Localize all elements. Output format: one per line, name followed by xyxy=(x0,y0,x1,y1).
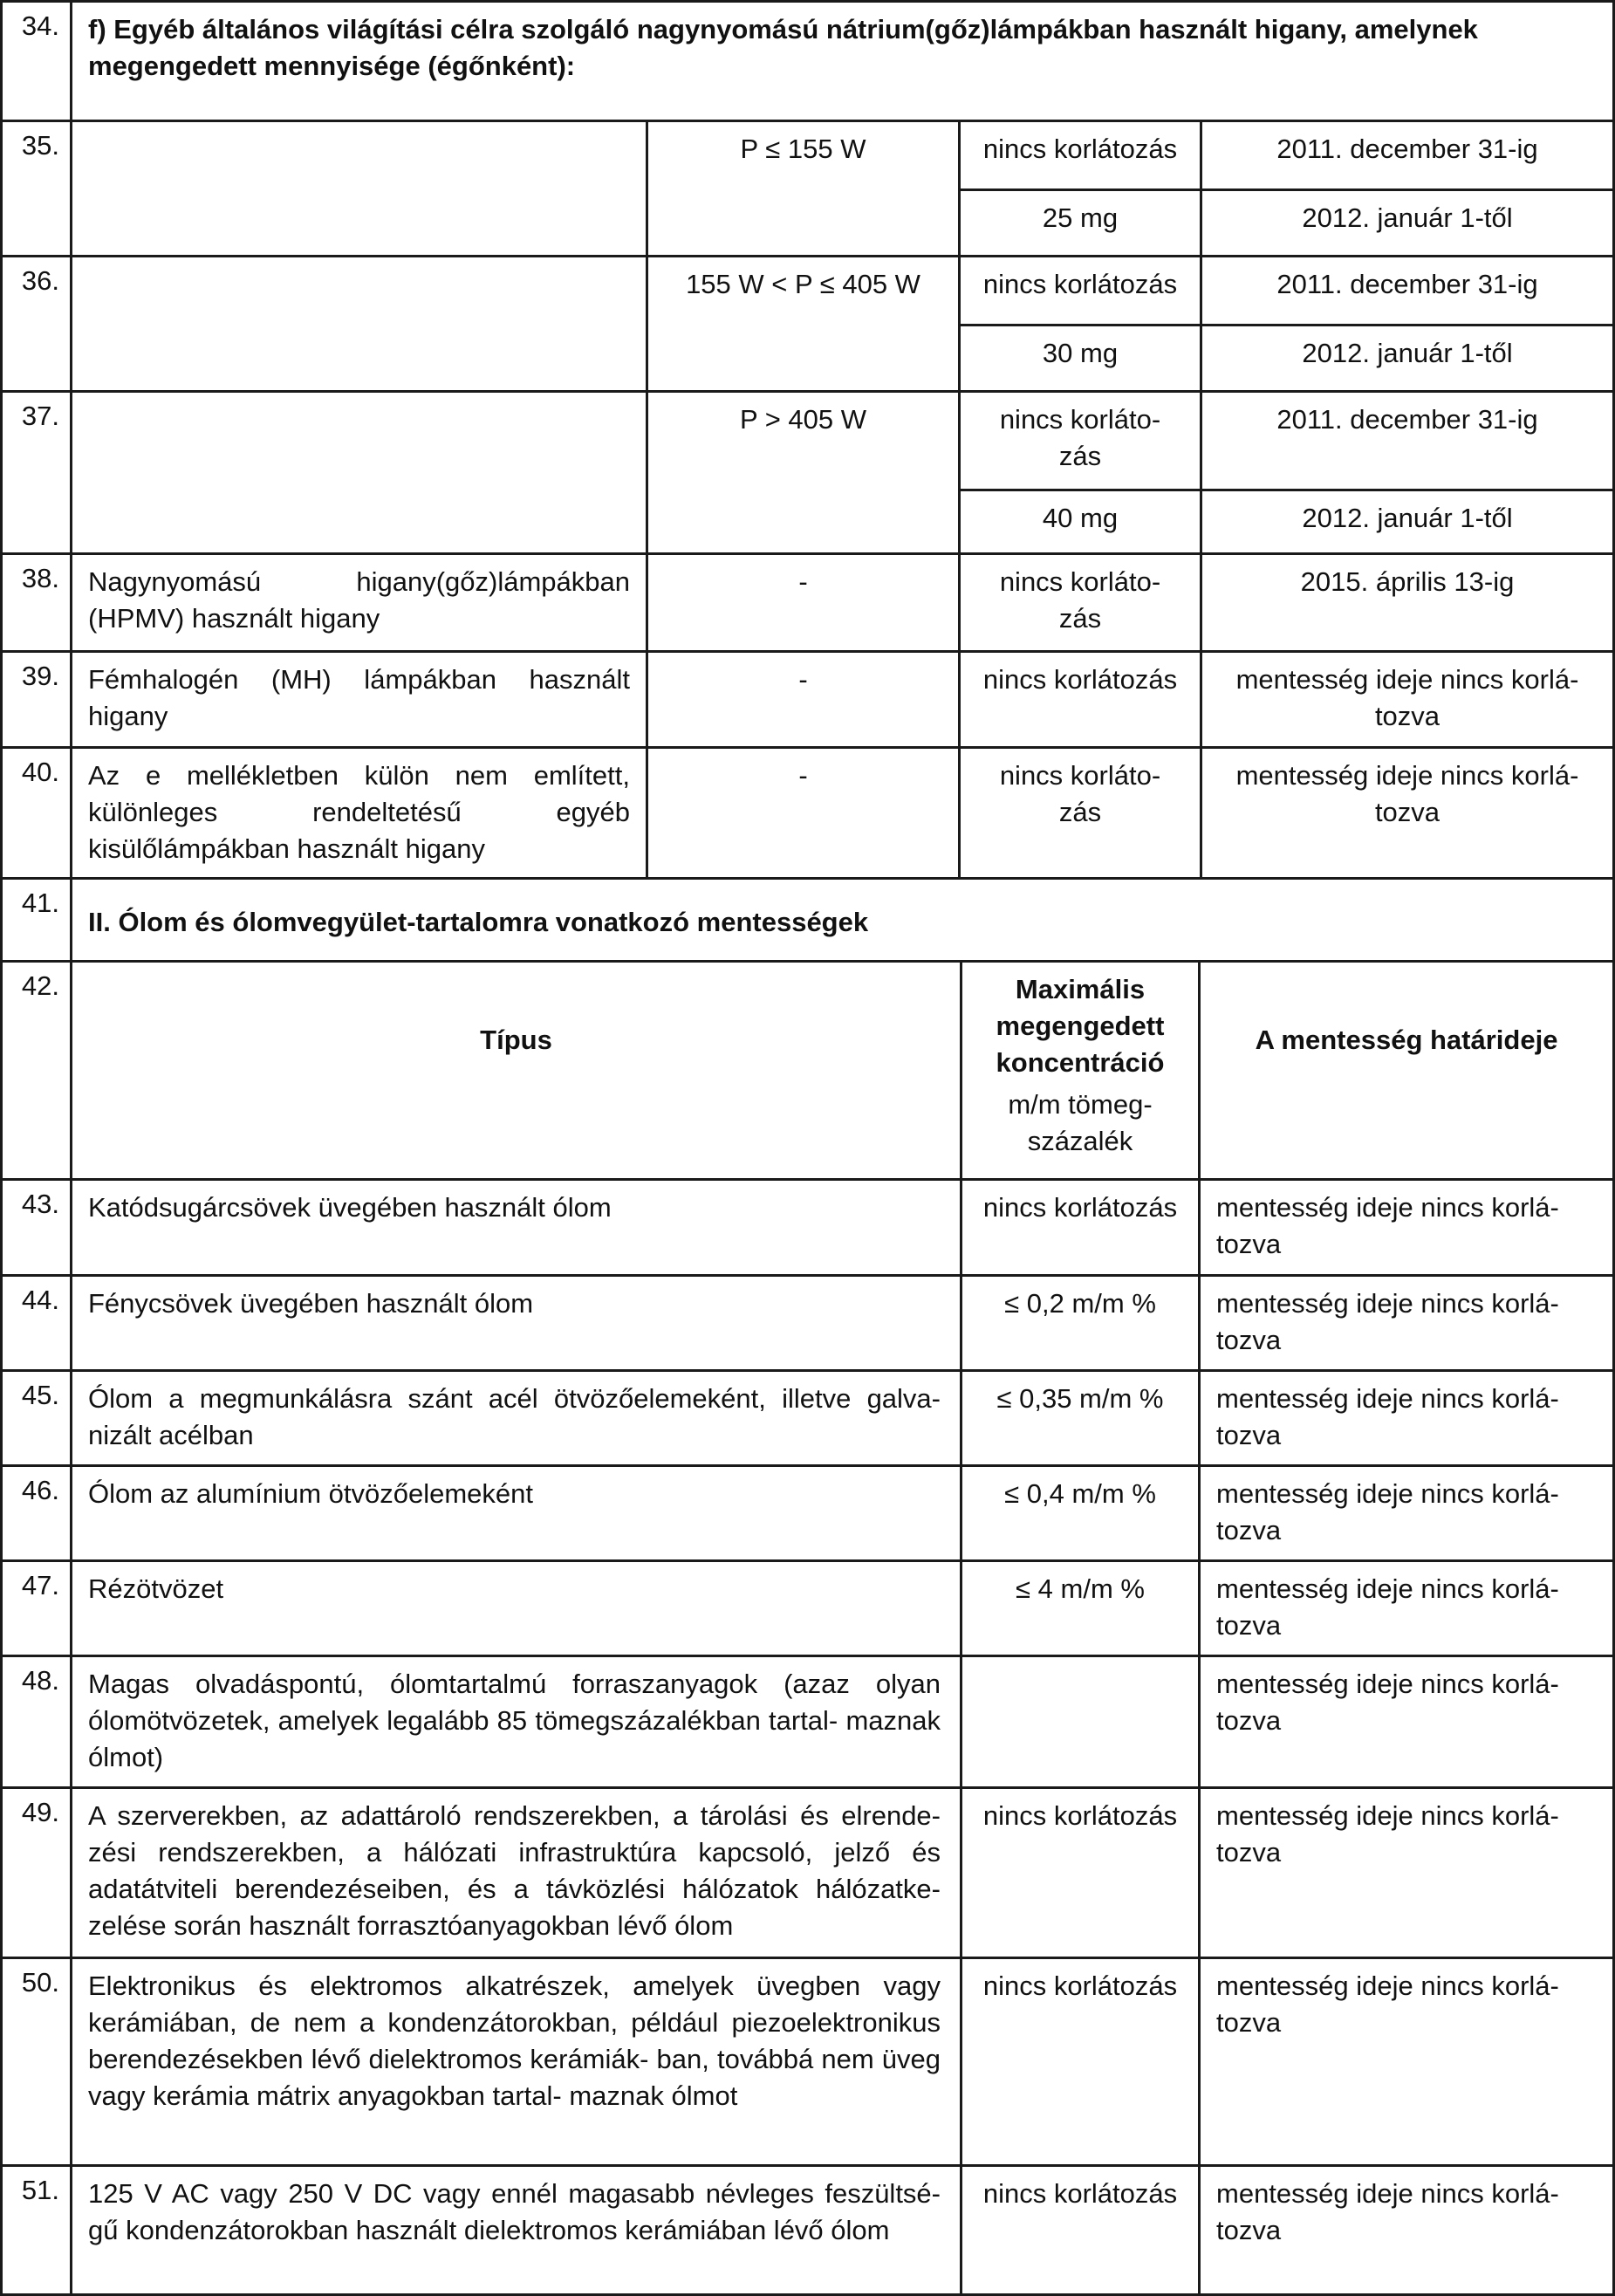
row-number: 49. xyxy=(0,1786,70,1957)
section-f-row xyxy=(0,0,1615,120)
max-concentration: nincs korlátozás xyxy=(960,1178,1198,1274)
row-number: 37. xyxy=(0,390,70,552)
deadline: mentesség ideje nincs korlá- tozva xyxy=(1200,746,1615,877)
type-cell-empty xyxy=(70,255,646,390)
row-number: 42. xyxy=(0,960,70,1178)
max-amount: 30 mg xyxy=(961,324,1200,390)
max-amount: nincs korlátozás xyxy=(958,650,1200,746)
material-type: Elektronikus és elektromos alkatrészek, amelyek üvegben vagy kerámiában, de nem a kondenzátorokban, például piezoelektronikus berendezésekben lévő dielektromos kerámiák- ban, továbbá nem üveg vagy kerámia mátrix anyagokban tartal- maznak ólmot xyxy=(70,1957,960,2164)
type-cell-empty xyxy=(70,390,646,552)
lead-header-row xyxy=(0,960,1615,1178)
table-row xyxy=(0,1464,1615,1559)
deadline: mentesség ideje nincs korlá- tozva xyxy=(1198,1655,1615,1786)
table-row xyxy=(0,1369,1615,1464)
row-number: 35. xyxy=(0,120,70,255)
power-range: - xyxy=(646,552,958,650)
header-unit: m/m tömeg- százalék xyxy=(1008,1089,1153,1156)
type-cell-empty xyxy=(70,120,646,255)
amount-cell xyxy=(958,390,1200,552)
max-concentration: nincs korlátozás xyxy=(960,2164,1198,2296)
max-amount: nincs korláto- zás xyxy=(999,404,1161,471)
max-amount: nincs korláto- zás xyxy=(958,552,1200,650)
row-number: 51. xyxy=(0,2164,70,2296)
material-type: Fénycsövek üvegében használt ólom xyxy=(70,1274,960,1369)
deadline: 2015. április 13-ig xyxy=(1200,552,1615,650)
max-amount: nincs korlátozás xyxy=(982,269,1178,299)
deadline: 2012. január 1-től xyxy=(1202,324,1612,390)
lamp-type: Az e mellékletben külön nem említett, különleges rendeltetésű egyéb kisülőlámpákban használt higany xyxy=(70,746,646,877)
material-type: Magas olvadáspontú, ólomtartalmú forraszanyagok (azaz olyan ólomötvözetek, amelyek legalább 85 tömegszázalékban tartal- maznak ólmot) xyxy=(70,1655,960,1786)
deadline: mentesség ideje nincs korlá- tozva xyxy=(1198,1178,1615,1274)
max-concentration xyxy=(960,1655,1198,1786)
deadline: mentesség ideje nincs korlá- tozva xyxy=(1198,1786,1615,1957)
material-type: Rézötvözet xyxy=(70,1559,960,1655)
table-row xyxy=(0,1786,1615,1957)
table-row xyxy=(0,552,1615,650)
lamp-type: Fémhalogén (MH) lámpákban használt higany xyxy=(70,650,646,746)
max-concentration: ≤ 4 m/m % xyxy=(960,1559,1198,1655)
deadline-cell xyxy=(1200,255,1615,390)
section-ii-title: II. Ólom és ólomvegyület-tartalomra vonatkozó mentességek xyxy=(70,877,1615,960)
row-number: 41. xyxy=(0,877,70,960)
lamp-type: Nagynyomású higany(gőz)lámpákban (HPMV) használt higany xyxy=(70,552,646,650)
max-concentration: ≤ 0,4 m/m % xyxy=(960,1464,1198,1559)
table-row xyxy=(0,255,1615,390)
deadline: 2011. december 31-ig xyxy=(1276,134,1538,164)
deadline: mentesség ideje nincs korlá- tozva xyxy=(1198,1957,1615,2164)
row-number: 44. xyxy=(0,1274,70,1369)
material-type: 125 V AC vagy 250 V DC vagy ennél magasabb névleges feszültsé- gű kondenzátorokban használt dielektromos kerámiában lévő ólom xyxy=(70,2164,960,2296)
table-row xyxy=(0,1178,1615,1274)
section-ii-row xyxy=(0,877,1615,960)
table-row xyxy=(0,2164,1615,2296)
deadline: mentesség ideje nincs korlá- tozva xyxy=(1200,650,1615,746)
power-range: - xyxy=(646,650,958,746)
max-concentration: ≤ 0,2 m/m % xyxy=(960,1274,1198,1369)
deadline-cell xyxy=(1200,390,1615,552)
power-range: P ≤ 155 W xyxy=(646,120,958,255)
row-number: 36. xyxy=(0,255,70,390)
max-concentration: nincs korlátozás xyxy=(960,1957,1198,2164)
material-type: Ólom a megmunkálásra szánt acél ötvözőelemeként, illetve galva- nizált acélban xyxy=(70,1369,960,1464)
deadline: 2012. január 1-től xyxy=(1202,188,1612,255)
table-row xyxy=(0,120,1615,255)
header-max-conc-label: Maximális megengedett koncentráció xyxy=(996,974,1165,1078)
max-amount: nincs korláto- zás xyxy=(958,746,1200,877)
table-row xyxy=(0,746,1615,877)
deadline: 2012. január 1-től xyxy=(1202,489,1612,552)
amount-cell xyxy=(958,120,1200,255)
deadline-cell xyxy=(1200,120,1615,255)
power-range: P > 405 W xyxy=(646,390,958,552)
header-type: Típus xyxy=(70,960,960,1178)
amount-cell xyxy=(958,255,1200,390)
table-row xyxy=(0,390,1615,552)
max-amount: 40 mg xyxy=(961,489,1200,552)
deadline: mentesség ideje nincs korlá- tozva xyxy=(1198,1559,1615,1655)
max-amount: 25 mg xyxy=(961,188,1200,255)
max-concentration: ≤ 0,35 m/m % xyxy=(960,1369,1198,1464)
table-row xyxy=(0,1655,1615,1786)
max-amount: nincs korlátozás xyxy=(982,134,1178,164)
row-number: 45. xyxy=(0,1369,70,1464)
material-type: Ólom az alumínium ötvözőelemeként xyxy=(70,1464,960,1559)
max-concentration: nincs korlátozás xyxy=(960,1786,1198,1957)
row-number: 47. xyxy=(0,1559,70,1655)
deadline: 2011. december 31-ig xyxy=(1276,269,1538,299)
row-number: 40. xyxy=(0,746,70,877)
deadline: mentesség ideje nincs korlá- tozva xyxy=(1198,1464,1615,1559)
deadline: 2011. december 31-ig xyxy=(1276,404,1538,435)
material-type: A szerverekben, az adattároló rendszerekben, a tárolási és elrende- zési rendszerekben, a hálózati infrastruktúra kapcsoló, jelző és adatátviteli berendezéseiben, és a távközlési hálózatok hálózatke- zelése során használt forrasztóanyagokban lévő ólom xyxy=(70,1786,960,1957)
table-row xyxy=(0,1957,1615,2164)
table-row xyxy=(0,1559,1615,1655)
deadline: mentesség ideje nincs korlá- tozva xyxy=(1198,1369,1615,1464)
section-f-title: f) Egyéb általános világítási célra szolgáló nagynyomású nátrium(gőz)lámpákban használt higany, amelynek megengedett mennyisége (égőnként): xyxy=(70,0,1615,120)
header-max-conc xyxy=(960,960,1198,1178)
row-number: 39. xyxy=(0,650,70,746)
deadline: mentesség ideje nincs korlá- tozva xyxy=(1198,2164,1615,2296)
power-range: - xyxy=(646,746,958,877)
power-range: 155 W < P ≤ 405 W xyxy=(646,255,958,390)
material-type: Katódsugárcsövek üvegében használt ólom xyxy=(70,1178,960,1274)
row-number: 48. xyxy=(0,1655,70,1786)
row-number: 38. xyxy=(0,552,70,650)
deadline: mentesség ideje nincs korlá- tozva xyxy=(1198,1274,1615,1369)
row-number: 50. xyxy=(0,1957,70,2164)
row-number: 34. xyxy=(0,0,70,120)
row-number: 46. xyxy=(0,1464,70,1559)
row-number: 43. xyxy=(0,1178,70,1274)
header-deadline: A mentesség határideje xyxy=(1198,960,1615,1178)
table-row xyxy=(0,1274,1615,1369)
table-row xyxy=(0,650,1615,746)
